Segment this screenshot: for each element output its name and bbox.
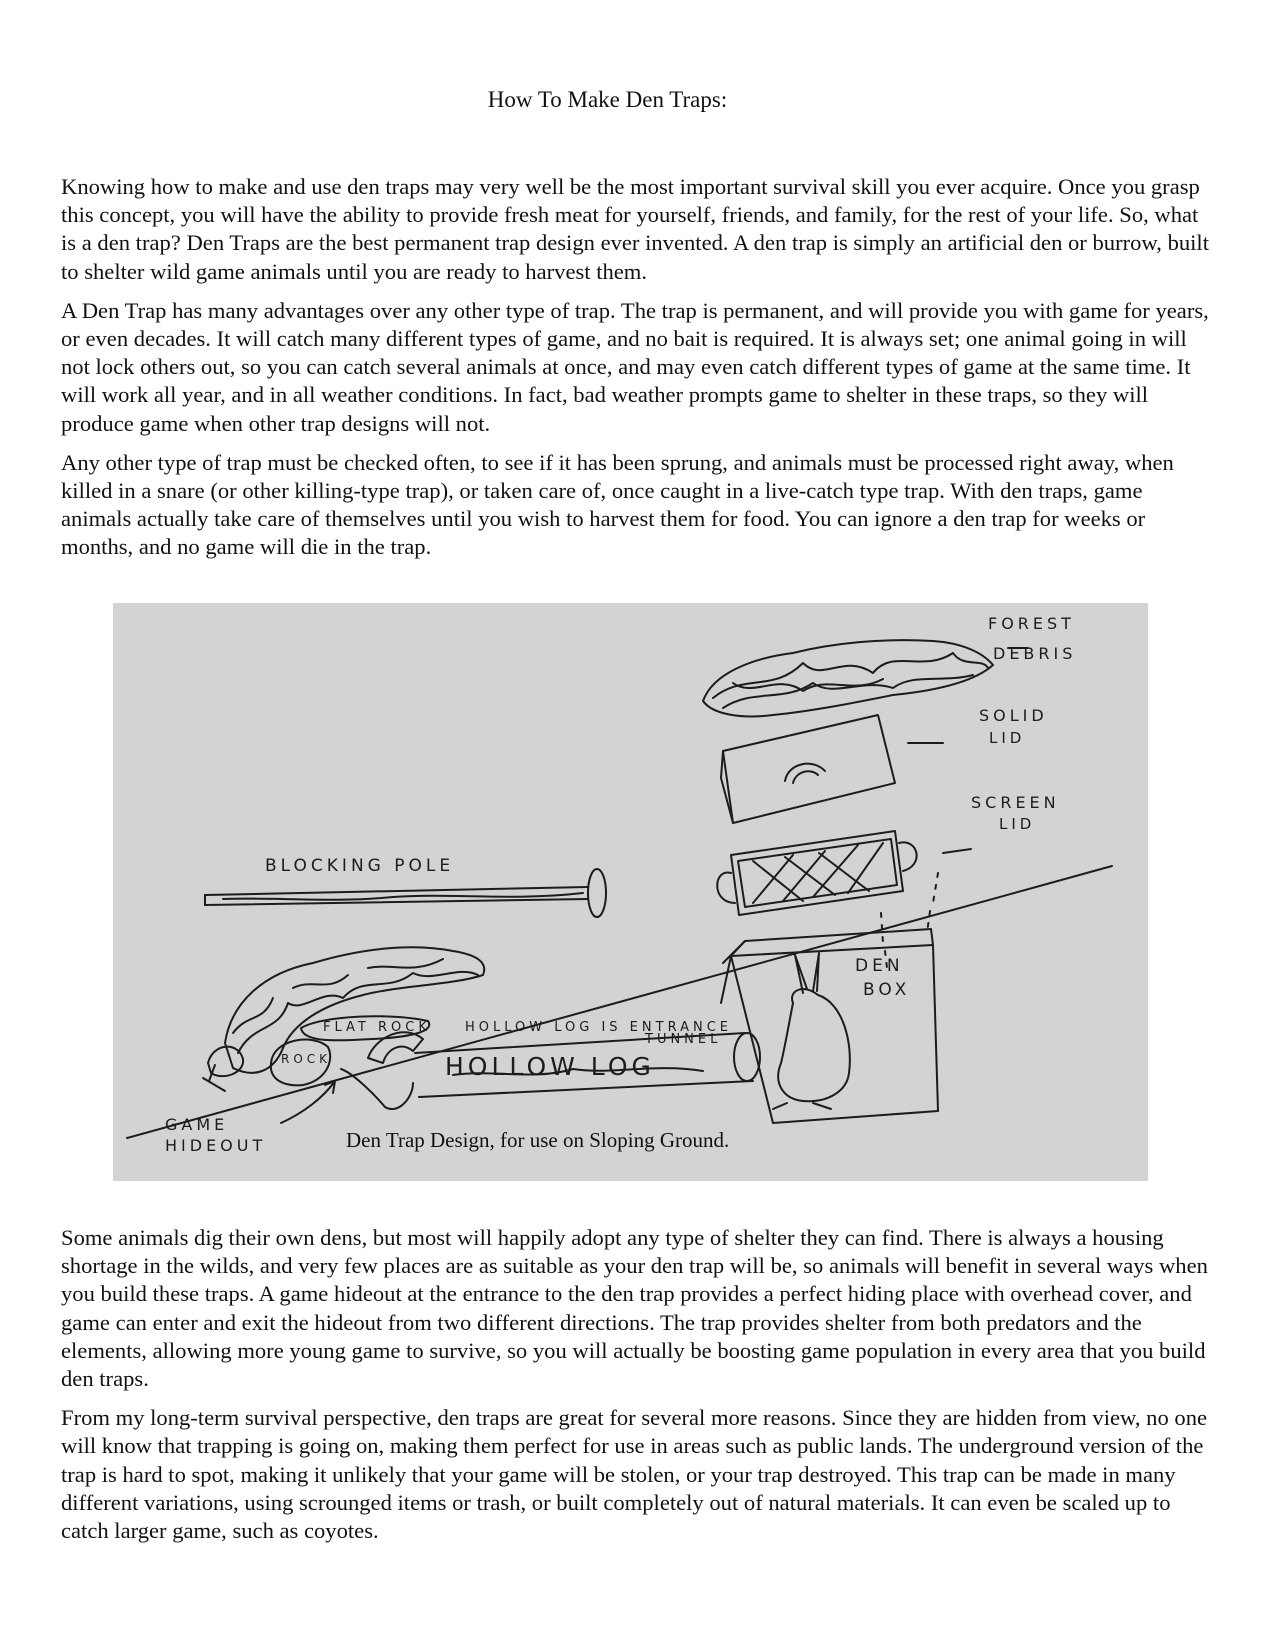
label-game: GAME bbox=[165, 1115, 229, 1134]
rabbit-drawing bbox=[773, 953, 850, 1109]
paragraph: Knowing how to make and use den traps may very well be the most important survival skill you ever acquire. Once you grasp this concept, you will have the ability to provide fresh meat for yourself, friends, and family, for the rest of your life. So, what is a den trap? Den Traps are the best permanent trap design ever invented. A den trap is simply an artificial den or burrow, built to shelter wild game animals until you are ready to harvest them. bbox=[61, 174, 1209, 284]
solid-lid-drawing bbox=[721, 715, 943, 823]
den-trap-sketch bbox=[113, 603, 1148, 1181]
paragraph: Some animals dig their own dens, but most will happily adopt any type of shelter they can find. There is always a housing shortage in the wilds, and very few places are as suitable as your den trap will be, so animals will benefit in several ways when you build these traps. A game hideout at the entrance to the den trap provides a perfect hiding place with overhead cover, and game can enter and exit the hideout from two different directions. The trap provides shelter from both predators and the elements, allowing more young game to survive, so you will actually be boosting game population in every area that you build den traps. bbox=[61, 1225, 1208, 1392]
body-text-bottom bbox=[61, 1224, 1211, 1545]
label-tunnel: TUNNEL bbox=[645, 1032, 722, 1047]
label-screen: SCREEN bbox=[971, 793, 1060, 812]
label-screen-lid: LID bbox=[999, 815, 1036, 833]
label-hollow-log-note: HOLLOW LOG IS ENTRANCE bbox=[465, 1020, 732, 1035]
label-den: DEN bbox=[855, 956, 904, 976]
label-blocking-pole: BLOCKING POLE bbox=[265, 856, 455, 876]
den-box-drawing bbox=[721, 929, 938, 1123]
label-flat-rock: FLAT ROCK bbox=[323, 1020, 431, 1035]
label-solid-lid: LID bbox=[989, 729, 1026, 747]
label-box: BOX bbox=[863, 980, 911, 1000]
paragraph: Any other type of trap must be checked often, to see if it has been sprung, and animals must be processed right away, when killed in a snare (or other killing-type trap), or taken care of, once caught in a live-catch type trap. With den traps, game animals actually take care of themselves until you wish to harvest them for food. You can ignore a den trap for weeks or months, and no game will die in the trap. bbox=[61, 449, 1174, 560]
body-text-top bbox=[61, 173, 1211, 562]
blocking-pole-drawing bbox=[205, 869, 606, 917]
paragraph: A Den Trap has many advantages over any other type of trap. The trap is permanent, and will provide you with game for years, or even decades. It will catch many different types of game, and no bait is required. It is always set; one animal going in will not lock others out, so you can catch several animals at once, and may even catch different types of game at the same time. It will work all year, and in all weather conditions. In fact, bad weather prompts game to shelter in these traps, so they will produce game when other trap designs will not. bbox=[61, 297, 1209, 436]
screen-lid-drawing bbox=[717, 831, 971, 915]
label-debris-text: DEBRIS bbox=[993, 644, 1077, 663]
label-forest: FOREST bbox=[988, 614, 1075, 633]
slope-line bbox=[127, 866, 1112, 1138]
page-title: How To Make Den Traps: bbox=[487, 87, 728, 112]
figure-caption: Den Trap Design, for use on Sloping Ground. bbox=[346, 1128, 730, 1152]
label-hideout: HIDEOUT bbox=[165, 1136, 267, 1155]
label-solid: SOLID bbox=[979, 706, 1048, 725]
paragraph: From my long-term survival perspective, den traps are great for several more reasons. Since they are hidden from view, no one will know that trapping is going on, making them perfect for use in areas such as public lands. The underground version of the trap is hard to spot, making it unlikely that your game will be stolen, or your trap destroyed. This trap can be made in many different variations, using scrounged items or trash, or built completely out of natural materials. It can even be scaled up to catch larger game, such as coyotes. bbox=[61, 1405, 1208, 1544]
den-trap-illustration bbox=[113, 603, 1148, 1181]
label-rock: ROCK bbox=[281, 1052, 332, 1066]
label-hollow-log: HOLLOW LOG bbox=[445, 1052, 655, 1081]
